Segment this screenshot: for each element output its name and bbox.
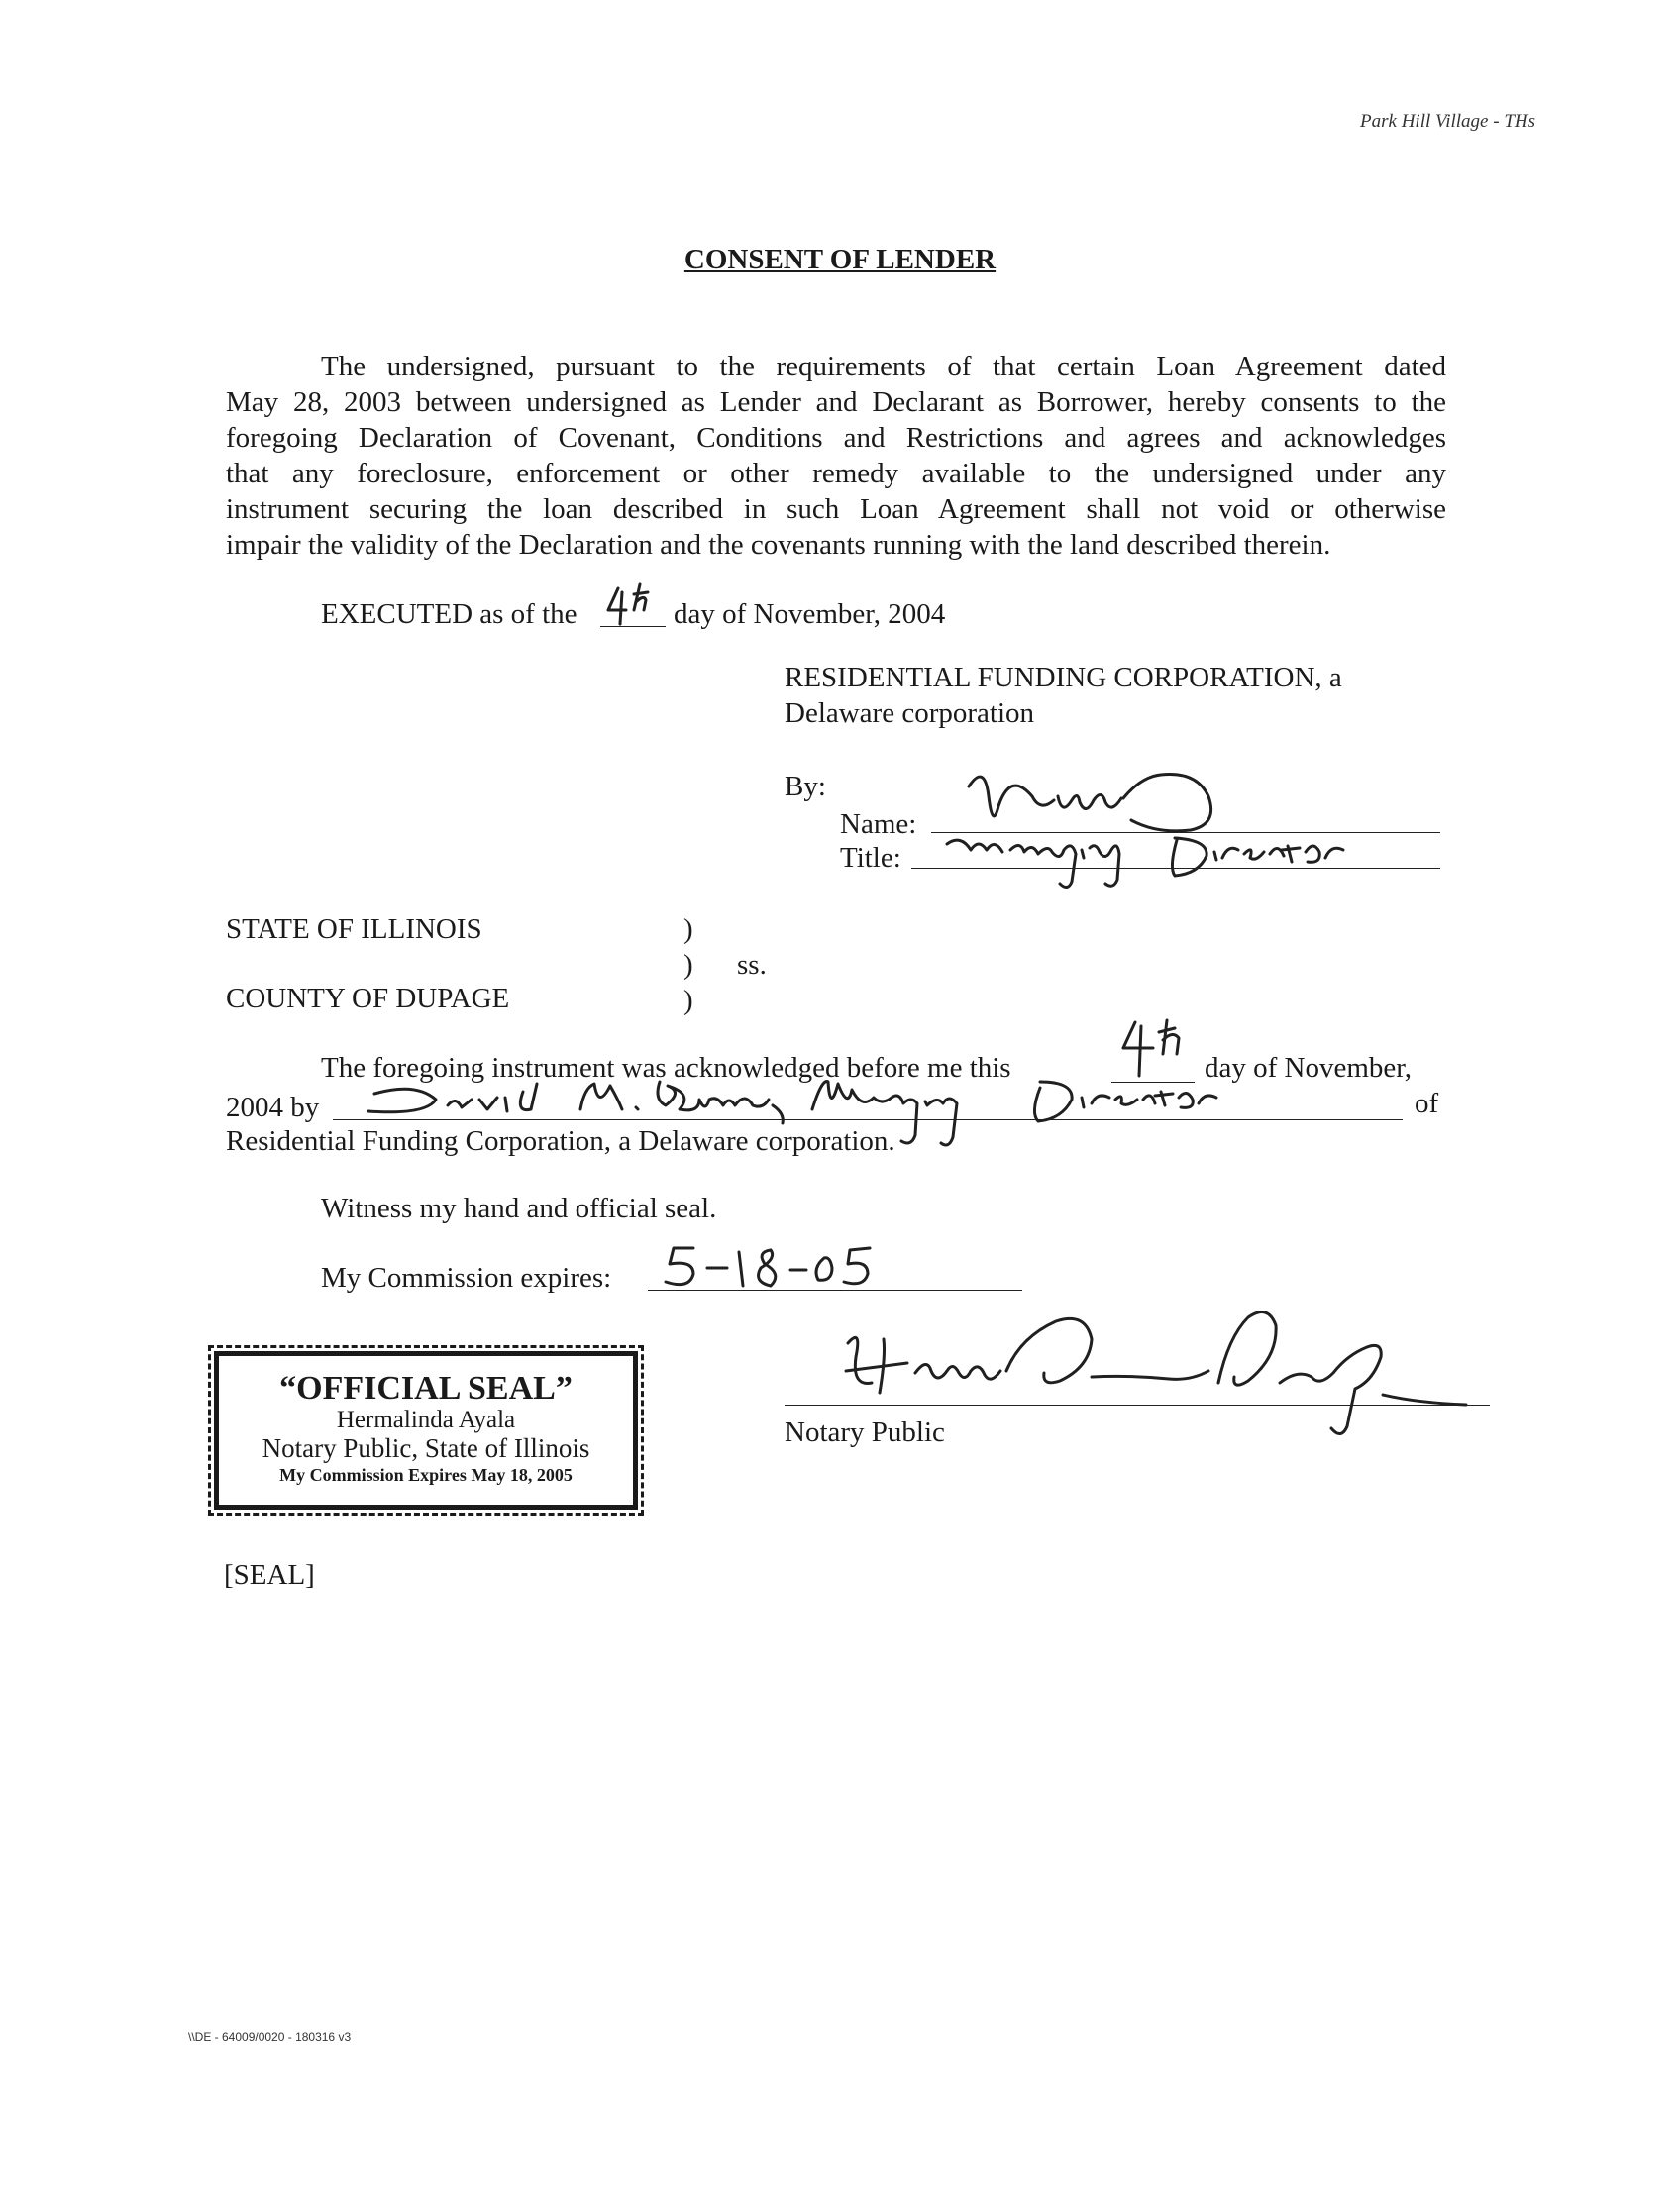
lender-title-handwriting	[941, 828, 1397, 897]
body-line-text: foregoing Declaration of Covenant, Conditions and Restrictions and agrees and acknowledges	[226, 422, 1446, 454]
lender-name-line-1: RESIDENTIAL FUNDING CORPORATION, a	[785, 662, 1342, 693]
seal-notary-role: Notary Public, State of Illinois	[262, 1433, 590, 1463]
seal-placeholder: [SEAL]	[224, 1559, 315, 1591]
ack-line-3: Residential Funding Corporation, a Delaware corporation.	[226, 1125, 895, 1157]
seal-expiration: My Commission Expires May 18, 2005	[279, 1465, 573, 1485]
body-line-text: instrument securing the loan described in such Loan Agreement shall not void or otherwise	[226, 493, 1446, 525]
venue-paren-2: )	[683, 949, 693, 981]
by-label: By:	[785, 771, 826, 802]
body-line-3	[226, 420, 1446, 456]
seal-notary-name: Hermalinda Ayala	[336, 1407, 516, 1433]
body-line-6	[226, 527, 1446, 563]
executed-day-handwriting	[600, 580, 670, 630]
executed-suffix: day of November, 2004	[674, 598, 946, 630]
venue-paren-1: )	[683, 913, 693, 945]
name-label: Name:	[840, 808, 917, 840]
notary-public-label: Notary Public	[785, 1416, 945, 1448]
document-title: CONSENT OF LENDER	[683, 244, 997, 275]
header-reference: Park Hill Village - THs	[1360, 111, 1535, 132]
lender-name-line-2: Delaware corporation	[785, 697, 1035, 729]
executed-prefix: EXECUTED as of the	[321, 598, 578, 630]
body-line-2	[226, 384, 1446, 420]
seal-title: “OFFICIAL SEAL”	[279, 1370, 573, 1407]
body-line-5	[226, 491, 1446, 527]
ack-line-1-prefix: The foregoing instrument was acknowledged before me this	[321, 1052, 1011, 1084]
ack-line-2-suffix: of	[1415, 1088, 1439, 1119]
commission-handwriting	[654, 1238, 892, 1298]
venue-state: STATE OF ILLINOIS	[226, 913, 482, 945]
body-line-text: May 28, 2003 between undersigned as Lender and Declarant as Borrower, hereby consents to the	[226, 386, 1446, 418]
body-line-text: that any foreclosure, enforcement or other remedy available to the undersigned under any	[226, 458, 1446, 489]
venue-ss: ss.	[737, 949, 767, 981]
ack-line-1-suffix: day of November,	[1205, 1052, 1413, 1084]
venue-county: COUNTY OF DUPAGE	[226, 983, 510, 1014]
commission-label: My Commission expires:	[321, 1262, 612, 1294]
body-line-text: impair the validity of the Declaration and the covenants running with the land described therein.	[226, 529, 1331, 561]
title-label: Title:	[840, 842, 901, 874]
official-seal-stamp	[214, 1351, 638, 1510]
body-line-text: The undersigned, pursuant to the requirements of that certain Loan Agreement dated	[321, 351, 1446, 382]
ack-line-2-prefix: 2004 by	[226, 1092, 320, 1123]
witness-text: Witness my hand and official seal.	[321, 1193, 717, 1224]
body-line-4	[226, 456, 1446, 491]
body-line-1	[321, 349, 1446, 384]
venue-paren-3: )	[683, 985, 693, 1016]
footer-document-code: \\DE - 64009/0020 - 180316 v3	[188, 2030, 352, 2044]
